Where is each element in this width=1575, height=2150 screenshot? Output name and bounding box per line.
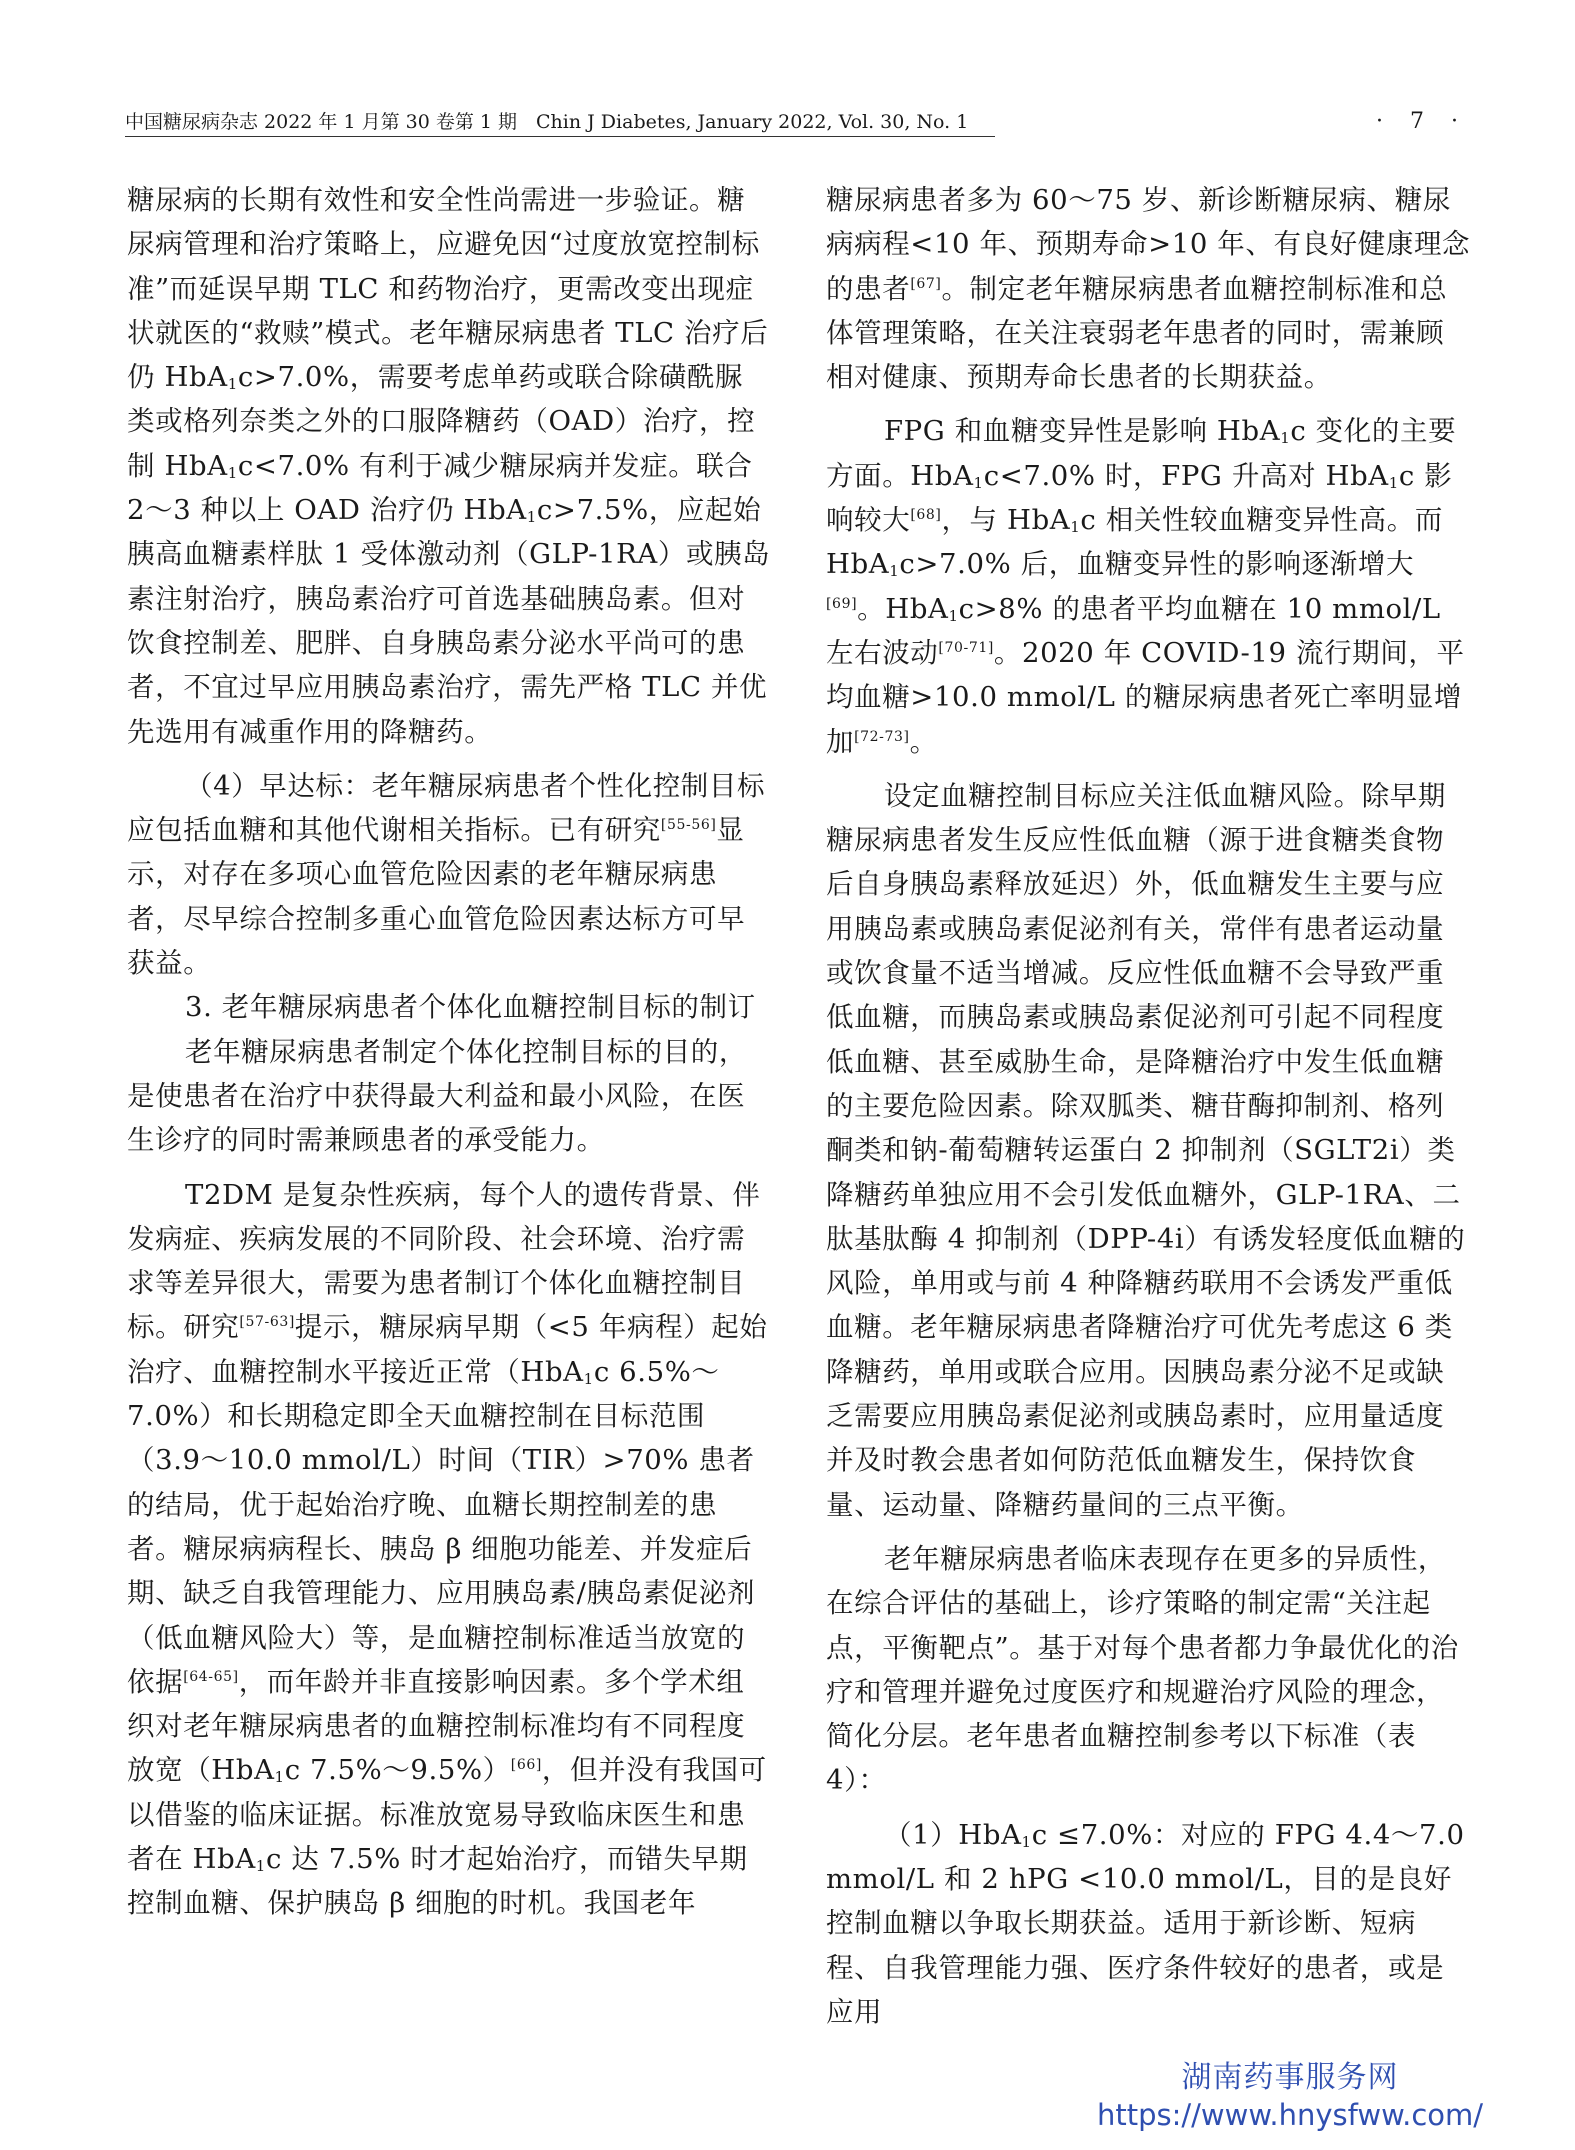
- page-number: · 7 ·: [1376, 109, 1468, 134]
- journal-citation: 中国糖尿病杂志 2022 年 1 月第 30 卷第 1 期 Chin J Diabetes, January 2022, Vol. 30, No. 1: [125, 111, 969, 133]
- watermark-url[interactable]: https://www.hnysfww.com/: [1096, 2098, 1484, 2132]
- paragraph: 糖尿病患者多为 60～75 岁、新诊断糖尿病、糖尿病病程<10 年、预期寿命>10 年、有良好健康理念的患者[67]。制定老年糖尿病患者血糖控制标准和总体管理策略，在关注衰弱老年患者的同时，需兼顾相对健康、预期寿命长患者的长期获益。: [826, 184, 1471, 394]
- paragraph: （4）早达标：老年糖尿病患者个性化控制目标应包括血糖和其他代谢相关指标。已有研究[55-56]显示，对存在多项心血管危险因素的老年糖尿病患者，尽早综合控制多重心血管危险因素达标方可早获益。: [127, 769, 766, 980]
- running-header: [125, 100, 1470, 134]
- header-rule: [125, 136, 995, 137]
- watermark: [1090, 2060, 1490, 2134]
- paragraph: （1）HbA$_1$c ≤7.0%：对应的 FPG 4.4～7.0 mmol/L 和 2 hPG <10.0 mmol/L，目的是良好控制血糖以争取长期获益。适用于新诊断、短病程、自我管理能力强、医疗条件较好的患者，或是应用: [826, 1818, 1465, 2028]
- paragraph: 设定血糖控制目标应关注低血糖风险。除早期糖尿病患者发生反应性低血糖（源于进食糖类食物后自身胰岛素释放延迟）外，低血糖发生主要与应用胰岛素或胰岛素促泌剂有关，常伴有患者运动量或饮食量不适当增减。反应性低血糖不会导致严重低血糖，而胰岛素或胰岛素促泌剂可引起不同程度低血糖、甚至威胁生命，是降糖治疗中发生低血糖的主要危险因素。除双胍类、糖苷酶抑制剂、格列酮类和钠-葡萄糖转运蛋白 2 抑制剂（SGLT2i）类降糖药单独应用不会引发低血糖外，GLP-1RA、二肽基肽酶 4 抑制剂（DPP-4i）有诱发轻度低血糖的风险，单用或与前 4 种降糖药联用不会诱发严重低血糖。老年糖尿病患者降糖治疗可优先考虑这 6 类降糖药，单用或联合应用。因胰岛素分泌不足或缺乏需要应用胰岛素促泌剂或胰岛素时，应用量适度并及时教会患者如何防范低血糖发生，保持饮食量、运动量、降糖药量间的三点平衡。: [826, 779, 1466, 1521]
- paragraph: 糖尿病的长期有效性和安全性尚需进一步验证。糖尿病管理和治疗策略上，应避免因“过度放宽控制标准”而延误早期 TLC 和药物治疗，更需改变出现症状就医的“救赎”模式。老年糖尿病患者 TLC 治疗后仍 HbA$_1$c>7.0%，需要考虑单药或联合除磺酰脲类或格列奈类之外的口服降糖药（OAD）治疗，控制 HbA$_1$c<7.0% 有利于减少糖尿病并发症。联合 2～3 种以上 OAD 治疗仍 HbA$_1$c>7.5%，应起始胰高血糖素样肽 1 受体激动剂（GLP-1RA）或胰岛素注射治疗，胰岛素治疗可首选基础胰岛素。但对饮食控制差、肥胖、自身胰岛素分泌水平尚可的患者，不宜过早应用胰岛素治疗，需先严格 TLC 并优先选用有减重作用的降糖药。: [127, 184, 771, 748]
- left-column: [127, 178, 771, 1926]
- paragraph: T2DM 是复杂性疾病，每个人的遗传背景、伴发病症、疾病发展的不同阶段、社会环境、治疗需求等差异很大，需要为患者制订个体化血糖控制目标。研究[57-63]提示，糖尿病早期（<5 年病程）起始治疗、血糖控制水平接近正常（HbA$_1$c 6.5%～7.0%）和长期稳定即全天血糖控制在目标范围（3.9～10.0 mmol/L）时间（TIR）>70% 患者的结局，优于起始治疗晚、血糖长期控制差的患者。糖尿病病程长、胰岛 β 细胞功能差、并发症后期、缺乏自我管理能力、应用胰岛素/胰岛素促泌剂（低血糖风险大）等，是血糖控制标准适当放宽的依据[64-65]，而年龄并非直接影响因素。多个学术组织对老年糖尿病患者的血糖控制标准均有不同程度放宽（HbA$_1$c 7.5%～9.5%）[66]，但并没有我国可以借鉴的临床证据。标准放宽易导致临床医生和患者在 HbA$_1$c 达 7.5% 时才起始治疗，而错失早期控制血糖、保护胰岛 β 细胞的时机。我国老年: [127, 1178, 768, 1920]
- watermark-name: 湖南药事服务网: [1181, 2060, 1399, 2095]
- section-heading: 3. 老年糖尿病患者个体化血糖控制目标的制订: [185, 991, 756, 1024]
- paragraph: FPG 和血糖变异性是影响 HbA$_1$c 变化的主要方面。HbA$_1$c<7.0% 时，FPG 升高对 HbA$_1$c 影响较大[68]，与 HbA$_1$c 相关性较血糖变异性高。而 HbA$_1$c>7.0% 后，血糖变异性的影响逐渐增大[69]。HbA$_1$c>8% 的患者平均血糖在 10 mmol/L 左右波动[70-71]。2020 年 COVID-19 流行期间，平均血糖>10.0 mmol/L 的糖尿病患者死亡率明显增加[72-73]。: [826, 415, 1465, 758]
- right-column: [826, 178, 1472, 2034]
- paragraph: 老年糖尿病患者制定个体化控制目标的目的，是使患者在治疗中获得最大利益和最小风险，在医生诊疗的同时需兼顾患者的承受能力。: [127, 1035, 747, 1157]
- paragraph: 老年糖尿病患者临床表现存在更多的异质性，在综合评估的基础上，诊疗策略的制定需“关注起点，平衡靶点”。基于对每个患者都力争最优化的治疗和管理并避免过度医疗和规避治疗风险的理念，简化分层。老年患者血糖控制参考以下标准（表 4）：: [826, 1542, 1459, 1797]
